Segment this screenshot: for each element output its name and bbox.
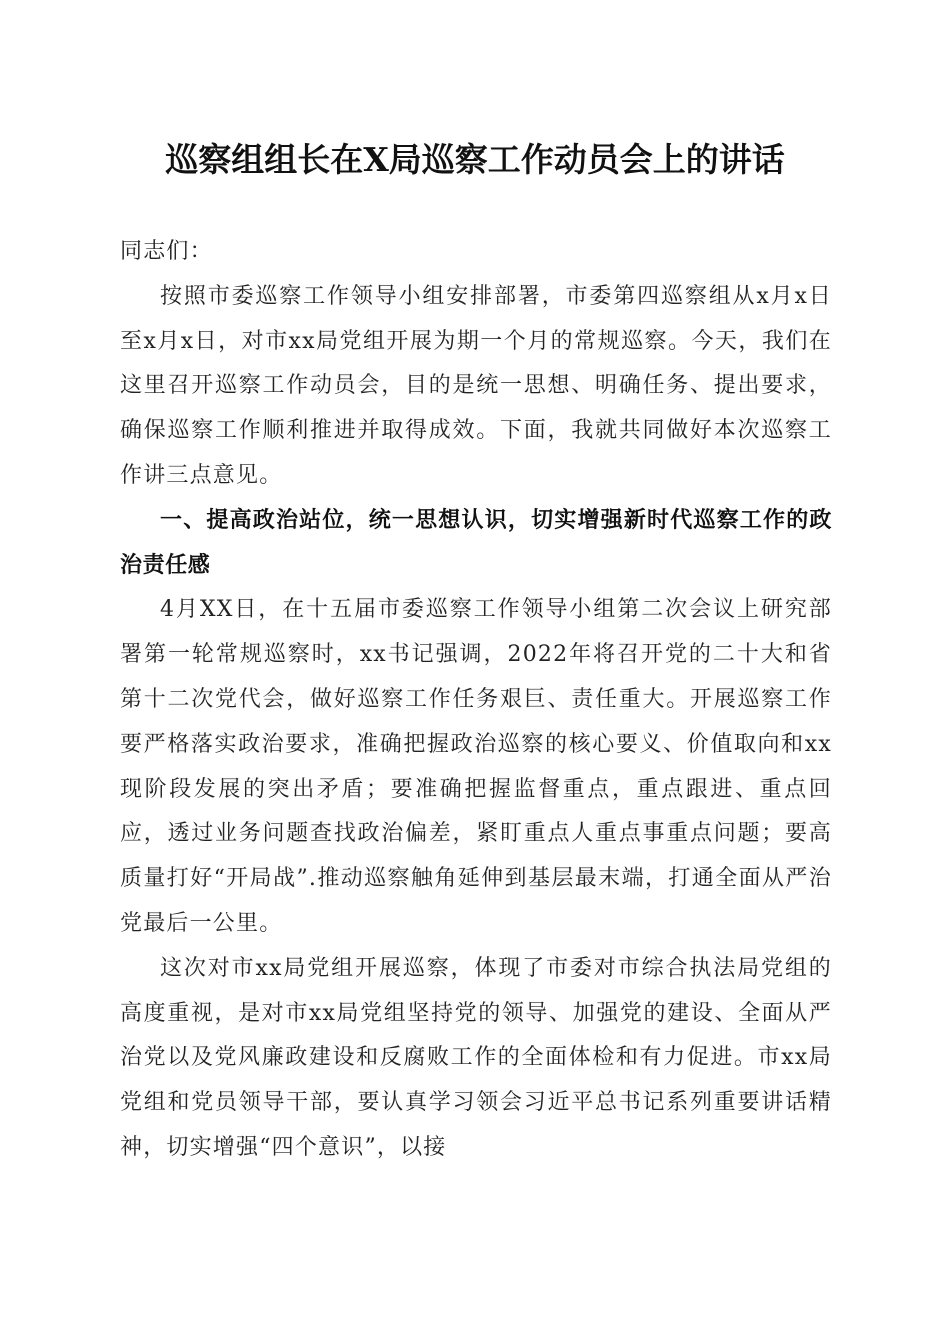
- section-heading-1: 一、提高政治站位，统一思想认识，切实增强新时代巡察工作的政治责任感: [120, 507, 832, 578]
- salutation: 同志们：: [120, 239, 213, 264]
- paragraph-intro: 按照市委巡察工作领导小组安排部署，市委第四巡察组从x月x日至x月x日，对市xx局党组开展为期一个月的常规巡察。今天，我们在这里召开巡察工作动员会，目的是统一思想、明确任务、提出要求，确保巡察工作顺利推进并取得成效。下面，我就共同做好本次巡察工作讲三点意见。: [120, 283, 832, 488]
- paragraph-inspection: 这次对市xx局党组开展巡察，体现了市委对市综合执法局党组的高度重视，是对市xx局党组坚持党的领导、加强党的建设、全面从严治党以及党风廉政建设和反腐败工作的全面体检和有力促进。市xx局党组和党员领导干部，要认真学习领会习近平总书记系列重要讲话精神，切实增强“四个意识”，以接: [120, 955, 832, 1160]
- document-body: [120, 230, 832, 1171]
- document-title: 巡察组组长在X局巡察工作动员会上的讲话: [165, 140, 785, 179]
- paragraph-meeting: 4月XX日，在十五届市委巡察工作领导小组第二次会议上研究部署第一轮常规巡察时，xx书记强调，2022年将召开党的二十大和省第十二次党代会，做好巡察工作任务艰巨、责任重大。开展巡察工作要严格落实政治要求，准确把握政治巡察的核心要义、价值取向和xx现阶段发展的突出矛盾；要准确把握监督重点，重点跟进、重点回应，透过业务问题查找政治偏差，紧盯重点人重点事重点问题；要高质量打好“开局战”.推动巡察触角延伸到基层最末端，打通全面从严治党最后一公里。: [120, 597, 832, 936]
